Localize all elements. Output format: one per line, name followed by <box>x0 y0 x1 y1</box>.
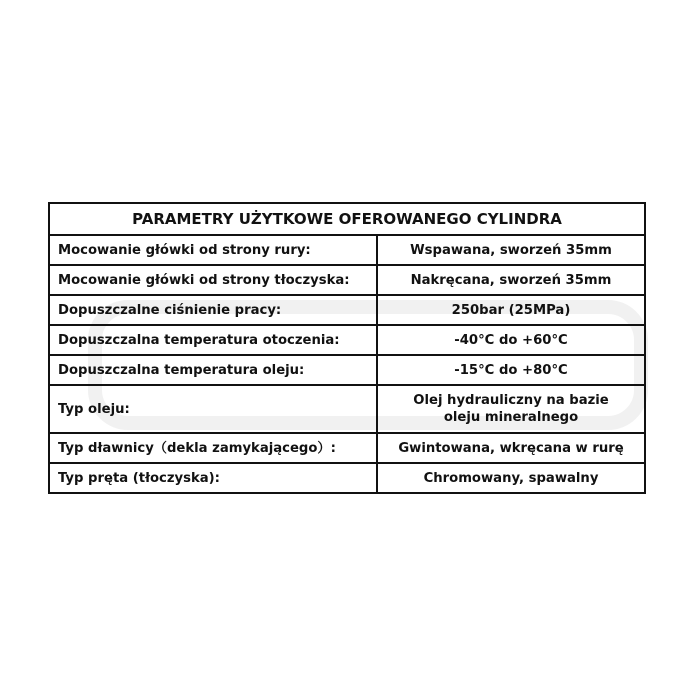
row-label: Typ dławnicy（dekla zamykającego）: <box>49 433 377 463</box>
row-label: Mocowanie główki od strony rury: <box>49 235 377 265</box>
row-label: Mocowanie główki od strony tłoczyska: <box>49 265 377 295</box>
row-value: 250bar (25MPa) <box>377 295 645 325</box>
parameters-table <box>48 202 646 494</box>
row-value: -40°C do +60°C <box>377 325 645 355</box>
row-value: Gwintowana, wkręcana w rurę <box>377 433 645 463</box>
row-value: Nakręcana, sworzeń 35mm <box>377 265 645 295</box>
row-value: Wspawana, sworzeń 35mm <box>377 235 645 265</box>
table-row <box>49 325 645 355</box>
table-row <box>49 385 645 433</box>
row-label: Dopuszczalna temperatura otoczenia: <box>49 325 377 355</box>
table-row <box>49 265 645 295</box>
table-row <box>49 355 645 385</box>
row-label: Typ oleju: <box>49 385 377 433</box>
row-value: Chromowany, spawalny <box>377 463 645 493</box>
table-header-row <box>49 203 645 235</box>
table-row <box>49 235 645 265</box>
row-value: -15°C do +80°C <box>377 355 645 385</box>
row-value-line: Olej hydrauliczny na bazie <box>413 393 609 408</box>
row-label: Typ pręta (tłoczyska): <box>49 463 377 493</box>
row-label: Dopuszczalna temperatura oleju: <box>49 355 377 385</box>
row-label: Dopuszczalne ciśnienie pracy: <box>49 295 377 325</box>
table-title: PARAMETRY UŻYTKOWE OFEROWANEGO CYLINDRA <box>49 203 645 235</box>
table-row <box>49 463 645 493</box>
table-row <box>49 295 645 325</box>
row-value-line: oleju mineralnego <box>443 410 579 425</box>
table-row <box>49 433 645 463</box>
row-value <box>377 385 645 433</box>
